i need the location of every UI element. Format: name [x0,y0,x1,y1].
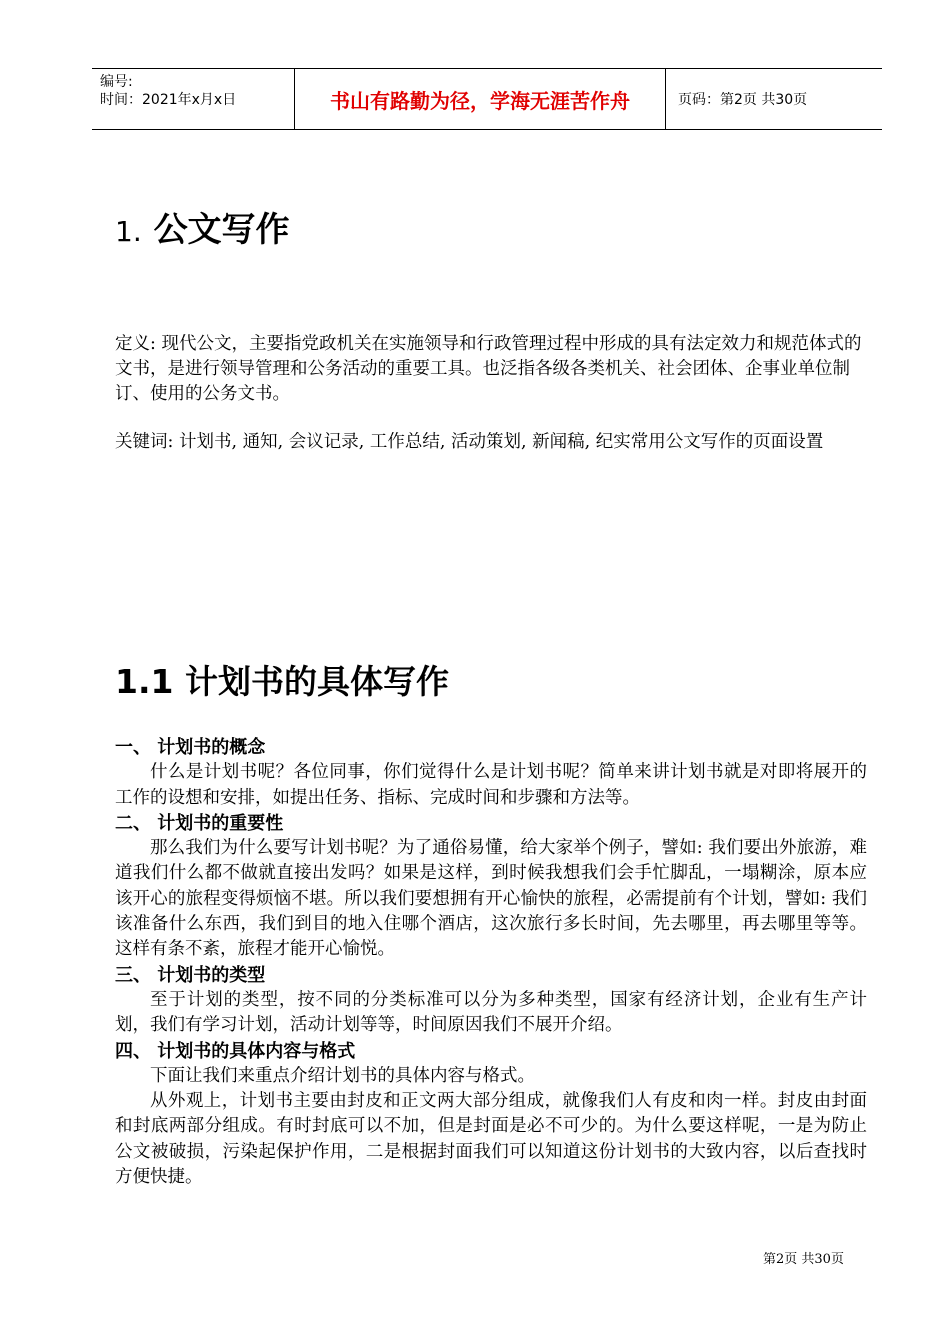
header-meta [92,69,294,129]
heading-1 [115,208,290,254]
section-heading: 三、 计划书的类型 [115,964,266,986]
heading-1-text: 公文写作 [153,210,290,250]
section-paragraph: 至于计划的类型，按不同的分类标准可以分为多种类型，国家有经济计划，企业有生产计划，我们有学习计划，活动计划等等，时间原因我们不展开介绍。 [115,989,867,1036]
definition-paragraph: 定义: 现代公文，主要指党政机关在实施领导和行政管理过程中形成的具有法定效力和规范体式的文书，是进行领导管理和公务活动的重要工具。也泛指各级各类机关、社会团体、企事业单位制订、使用的公务文书。 [115,334,862,404]
heading-1-1: 1.1 计划书的具体写作 [115,662,449,701]
page-footer: 第2页 共30页 [763,1252,844,1267]
body-sections [115,735,867,1190]
header-motto: 书山有路勤为径，学海无涯苦作舟 [294,69,666,129]
section-paragraph: 什么是计划书呢？各位同事，你们觉得什么是计划书呢？简单来讲计划书就是对即将展开的工作的设想和安排，如提出任务、指标、完成时间和步骤和方法等。 [115,762,867,808]
section-paragraph: 从外观上，计划书主要由封皮和正文两大部分组成，就像我们人有皮和肉一样。封皮由封面和封底两部分组成。有时封底可以不加，但是封面是必不可少的。为什么要这样呢，一是为防止公文被破损，污染起保护作用，二是根据封面我们可以知道这份计划书的大致内容，以后查找时方便快捷。 [115,1091,867,1188]
header-page-info: 页码：第2页 共30页 [678,92,808,108]
page-header [92,68,882,130]
heading-1-number: 1. [115,215,142,248]
section-heading: 二、 计划书的重要性 [115,812,284,834]
section-paragraph: 下面让我们来重点介绍计划书的具体内容与格式。 [150,1065,535,1086]
section-heading: 四、 计划书的具体内容与格式 [115,1040,356,1062]
section-paragraph: 那么我们为什么要写计划书呢？为了通俗易懂，给大家举个例子，譬如: 我们要出外旅游，难道我们什么都不做就直接出发吗？如果是这样，到时候我想我们会手忙脚乱，一塌糊涂，原本应该开心的旅程变得烦恼不堪。所以我们要想拥有开心愉快的旅程，必需提前有个计划，譬如: 我们该准备什么东西，我们到目的地入住哪个酒店，这次旅行多长时间，先去哪里，再去哪里等等。这样有条不紊，旅程才能开心愉悦。 [115,838,867,960]
keywords-paragraph: 关键词: 计划书, 通知, 会议记录, 工作总结, 活动策划, 新闻稿, 纪实常用公文写作的页面设置 [115,432,824,452]
doc-time-label: 时间：2021年x月x日 [100,92,237,108]
section-heading: 一、 计划书的概念 [115,737,266,758]
doc-number-label: 编号: [100,74,133,90]
